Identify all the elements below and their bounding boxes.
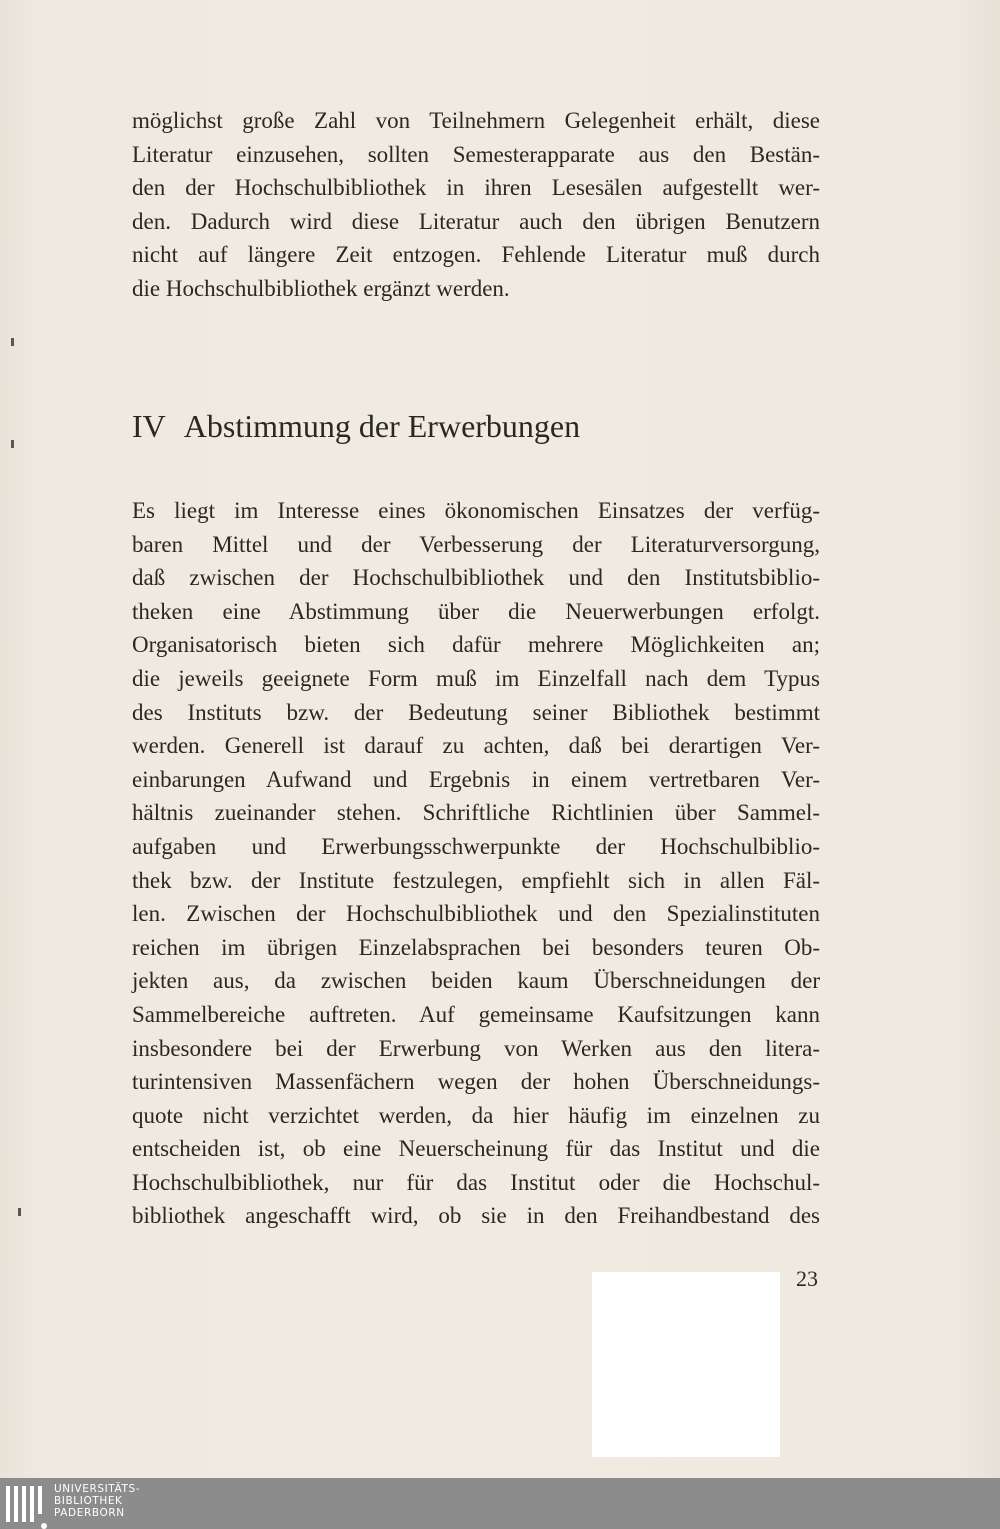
text-line: baren Mittel und der Verbesserung der Literaturversorgung, — [132, 531, 820, 557]
text-line: hältnis zueinander stehen. Schriftliche Richtlinien über Sammel- — [132, 800, 820, 826]
text-line: reichen im übrigen Einzelabsprachen bei besonders teuren Ob- — [132, 934, 820, 960]
text-line: möglichst große Zahl von Teilnehmern Gelegenheit erhält, diese — [132, 108, 820, 133]
text-line: Sammelbereiche auftreten. Auf gemeinsame Kaufsitzungen kann — [132, 1001, 820, 1027]
page-edge-mark — [18, 1208, 21, 1216]
paragraph-2 — [132, 494, 820, 1233]
text-line: Literatur einzusehen, sollten Semesterapparate aus den Bestän- — [132, 141, 820, 167]
logo-line: BIBLIOTHEK — [54, 1495, 123, 1507]
text-line: die Hochschulbibliothek ergänzt werden. — [132, 275, 510, 301]
section-number: IV — [132, 408, 166, 444]
text-line: nicht auf längere Zeit entzogen. Fehlende Literatur muß durch — [132, 242, 820, 268]
text-line: daß zwischen der Hochschulbibliothek und den Institutsbiblio- — [132, 565, 820, 591]
text-line: die jeweils geeignete Form muß im Einzelfall nach dem Typus — [132, 665, 820, 691]
text-line: den der Hochschulbibliothek in ihren Lesesälen aufgestellt wer- — [132, 175, 820, 201]
text-line: Organisatorisch bieten sich dafür mehrere Möglichkeiten an; — [132, 632, 820, 658]
redaction-box — [592, 1272, 780, 1457]
logo-line: UNIVERSITÄTS- — [54, 1483, 141, 1495]
text-line: len. Zwischen der Hochschulbibliothek und den Spezialinstituten — [132, 901, 820, 927]
text-line: werden. Generell ist darauf zu achten, daß bei derartigen Ver- — [132, 733, 820, 759]
library-logo-text — [54, 1483, 140, 1519]
logo-line: PADERBORN — [54, 1507, 125, 1519]
text-line: aufgaben und Erwerbungsschwerpunkte der Hochschulbiblio- — [132, 833, 820, 859]
section-heading — [132, 402, 580, 450]
text-line: theken eine Abstimmung über die Neuerwerbungen erfolgt. — [132, 598, 820, 624]
page-number: 23 — [796, 1266, 818, 1291]
text-line: thek bzw. der Institute festzulegen, empfiehlt sich in allen Fäl- — [132, 867, 820, 893]
text-line: jekten aus, da zwischen beiden kaum Überschneidungen der — [132, 968, 820, 994]
text-line: den. Dadurch wird diese Literatur auch den übrigen Benutzern — [132, 208, 820, 234]
text-line: bibliothek angeschafft wird, ob sie in den Freihandbestand des — [132, 1203, 820, 1229]
text-line: quote nicht verzichtet werden, da hier häufig im einzelnen zu — [132, 1102, 820, 1128]
text-line: Es liegt im Interesse eines ökonomischen Einsatzes der verfüg- — [132, 498, 820, 523]
text-line: entscheiden ist, ob eine Neuerscheinung für das Institut und die — [132, 1136, 820, 1162]
page-edge-mark — [11, 338, 14, 346]
library-logo-icon — [4, 1484, 46, 1524]
text-line: insbesondere bei der Erwerbung von Werken aus den litera- — [132, 1035, 820, 1061]
text-line: Hochschulbibliothek, nur für das Institut oder die Hochschul- — [132, 1169, 820, 1195]
text-line: des Instituts bzw. der Bedeutung seiner Bibliothek bestimmt — [132, 699, 820, 725]
paragraph-1 — [132, 104, 820, 306]
page-edge-mark — [11, 440, 14, 448]
text-line: turintensiven Massenfächern wegen der hohen Überschneidungs- — [132, 1069, 820, 1095]
library-footer-bar — [0, 1478, 1000, 1529]
section-title: Abstimmung der Erwerbungen — [183, 408, 581, 444]
text-line: einbarungen Aufwand und Ergebnis in einem vertretbaren Ver- — [132, 766, 820, 792]
